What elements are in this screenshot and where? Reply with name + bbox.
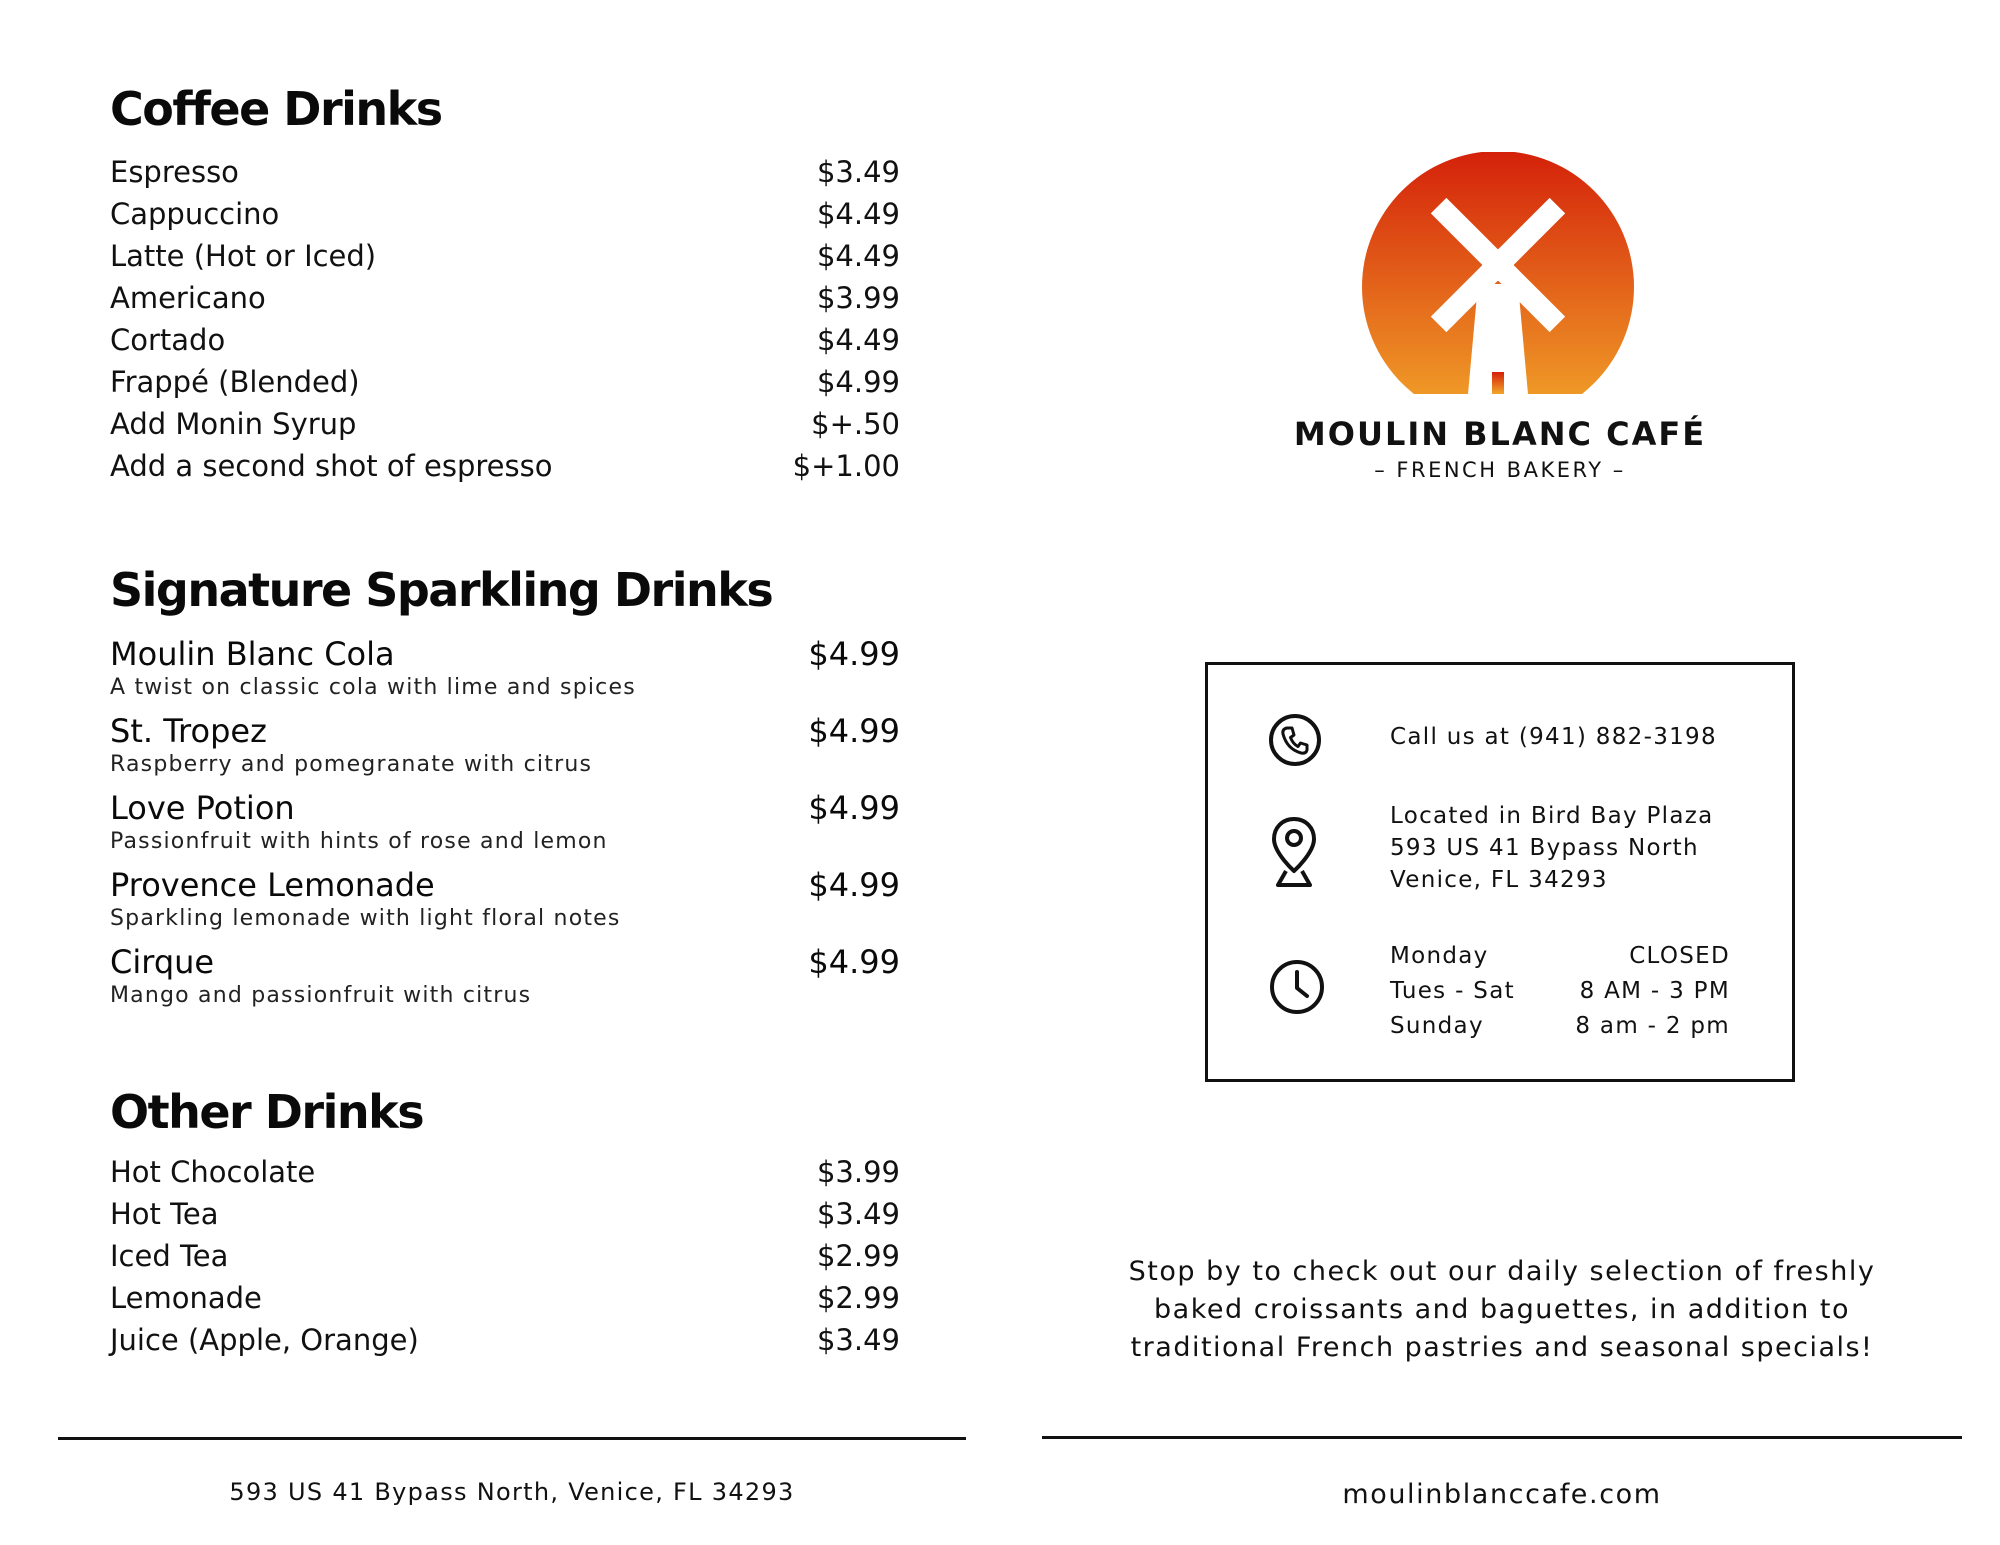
drink-name: Cirque (110, 943, 215, 981)
drink-price: $4.99 (808, 712, 900, 750)
menu-item-price: $+.50 (811, 407, 900, 441)
map-pin-icon (1270, 815, 1318, 889)
drink-price: $4.99 (808, 789, 900, 827)
menu-item (110, 155, 900, 197)
opening-hours (1390, 938, 1730, 1043)
signature-drink (110, 712, 900, 789)
drink-description: A twist on classic cola with lime and spices (110, 675, 636, 700)
menu-item (110, 239, 900, 281)
menu-item-price: $4.49 (816, 197, 900, 231)
sparkling-drinks-heading: Signature Sparkling Drinks (110, 563, 773, 617)
drink-name: St. Tropez (110, 712, 267, 750)
menu-item-price: $3.49 (816, 1197, 900, 1231)
menu-item-name: Iced Tea (110, 1239, 229, 1273)
menu-item (110, 365, 900, 407)
location-text (1390, 800, 1714, 896)
bakery-blurb (1092, 1253, 1912, 1367)
menu-item-price: $4.49 (816, 323, 900, 357)
menu-item (110, 1155, 900, 1197)
menu-item-price: $4.49 (816, 239, 900, 273)
sparkling-drinks-list (110, 635, 900, 1020)
menu-item-name: Americano (110, 281, 266, 315)
phone-number: Call us at (941) 882-3198 (1390, 724, 1717, 750)
clock-icon (1268, 958, 1326, 1016)
drink-name: Love Potion (110, 789, 295, 827)
menu-item (110, 281, 900, 323)
menu-item-price: $3.49 (816, 1323, 900, 1357)
blurb-line: traditional French pastries and seasonal specials! (1130, 1332, 1874, 1363)
menu-item-name: Cortado (110, 323, 226, 357)
hours-day: Monday (1390, 942, 1489, 969)
coffee-drinks-list (110, 155, 900, 491)
hours-day: Tues - Sat (1390, 977, 1515, 1004)
menu-item-price: $2.99 (816, 1239, 900, 1273)
menu-item (110, 449, 900, 491)
menu-item-name: Latte (Hot or Iced) (110, 239, 377, 273)
hours-time: 8 am - 2 pm (1575, 1012, 1730, 1039)
menu-item (110, 197, 900, 239)
right-divider (1042, 1436, 1962, 1439)
drink-description: Raspberry and pomegranate with citrus (110, 752, 593, 777)
menu-item-price: $+1.00 (792, 449, 900, 483)
signature-drink (110, 943, 900, 1020)
menu-item-name: Lemonade (110, 1281, 262, 1315)
contact-info-box (1205, 662, 1795, 1082)
menu-item (110, 1281, 900, 1323)
location-line: Venice, FL 34293 (1390, 867, 1608, 893)
menu-item-name: Espresso (110, 155, 239, 189)
hours-row (1390, 938, 1730, 973)
menu-item-price: $4.99 (816, 365, 900, 399)
drink-description: Passionfruit with hints of rose and lemon (110, 829, 608, 854)
signature-drink (110, 635, 900, 712)
signature-drink (110, 789, 900, 866)
blurb-line: baked croissants and baguettes, in addition to (1154, 1294, 1850, 1325)
menu-item-price: $2.99 (816, 1281, 900, 1315)
menu-item-name: Add a second shot of espresso (110, 449, 553, 483)
menu-item (110, 1323, 900, 1365)
drink-description: Mango and passionfruit with citrus (110, 983, 532, 1008)
brand-subtitle: – FRENCH BAKERY – (1374, 458, 1626, 482)
left-divider (58, 1437, 966, 1440)
drink-price: $4.99 (808, 635, 900, 673)
drink-description: Sparkling lemonade with light floral notes (110, 906, 621, 931)
menu-item-price: $3.99 (816, 1155, 900, 1189)
menu-item-price: $3.49 (816, 155, 900, 189)
menu-item (110, 1197, 900, 1239)
other-drinks-heading: Other Drinks (110, 1085, 424, 1139)
footer-website: moulinblanccafe.com (1342, 1479, 1662, 1510)
hours-time: 8 AM - 3 PM (1579, 977, 1730, 1004)
coffee-drinks-heading: Coffee Drinks (110, 82, 442, 136)
drink-price: $4.99 (808, 866, 900, 904)
menu-item-name: Hot Tea (110, 1197, 219, 1231)
other-drinks-list (110, 1155, 900, 1365)
menu-item-price: $3.99 (816, 281, 900, 315)
location-line: 593 US 41 Bypass North (1390, 835, 1699, 861)
menu-item (110, 323, 900, 365)
phone-icon (1268, 713, 1322, 767)
hours-row (1390, 1008, 1730, 1043)
blurb-line: Stop by to check out our daily selection of freshly (1128, 1256, 1876, 1287)
menu-item-name: Hot Chocolate (110, 1155, 316, 1189)
menu-item-name: Add Monin Syrup (110, 407, 357, 441)
brand-name: MOULIN BLANC CAFÉ (1293, 415, 1707, 453)
hours-time: CLOSED (1629, 942, 1730, 969)
menu-item-name: Juice (Apple, Orange) (110, 1323, 419, 1357)
menu-item-name: Cappuccino (110, 197, 280, 231)
menu-item-name: Frappé (Blended) (110, 365, 360, 399)
menu-item (110, 407, 900, 449)
signature-drink (110, 866, 900, 943)
windmill-sun-icon (1362, 152, 1634, 394)
location-line: Located in Bird Bay Plaza (1390, 803, 1714, 829)
drink-name: Provence Lemonade (110, 866, 435, 904)
menu-item (110, 1239, 900, 1281)
hours-row (1390, 973, 1730, 1008)
drink-name: Moulin Blanc Cola (110, 635, 395, 673)
hours-day: Sunday (1390, 1012, 1484, 1039)
drink-price: $4.99 (808, 943, 900, 981)
footer-address: 593 US 41 Bypass North, Venice, FL 34293 (229, 1478, 795, 1506)
